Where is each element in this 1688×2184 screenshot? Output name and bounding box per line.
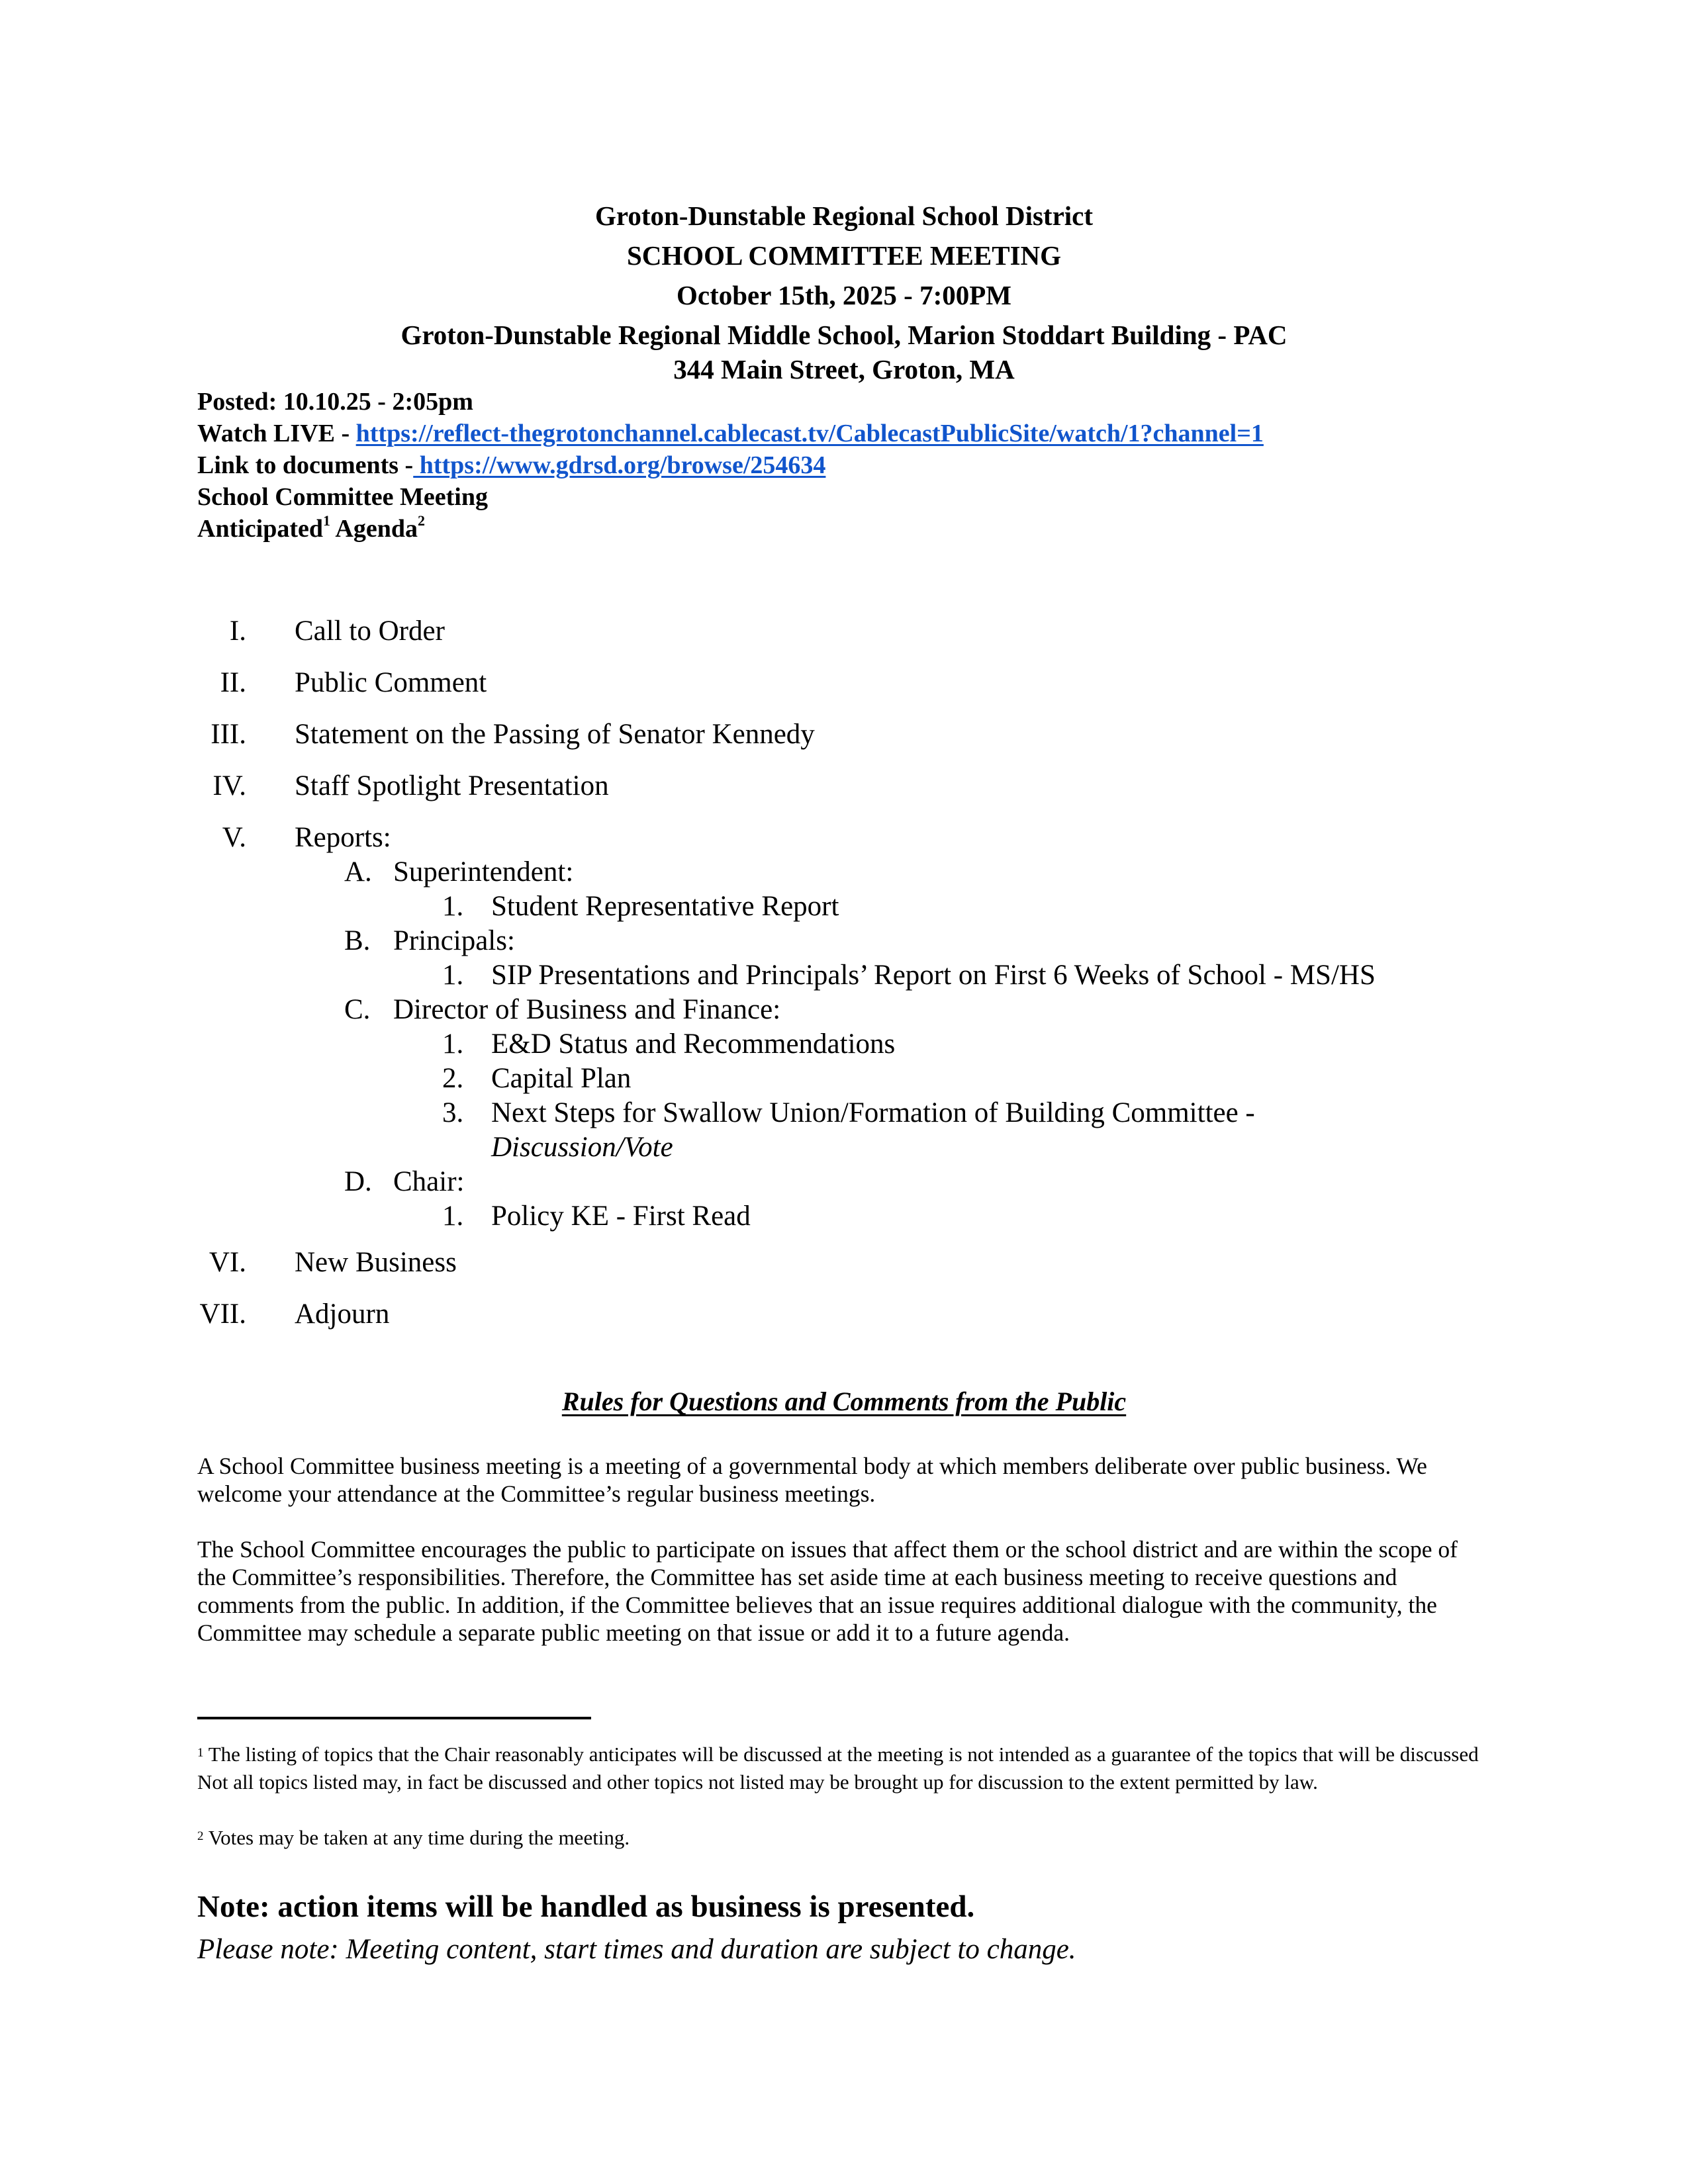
documents-label: Link to documents - <box>197 451 414 479</box>
agenda-item-3: Statement on the Passing of Senator Kennedy <box>295 719 815 750</box>
agenda-item-7: Adjourn <box>295 1298 390 1330</box>
watch-live-line <box>197 421 1264 446</box>
footnote-ref-2[interactable]: 2 <box>417 512 425 529</box>
meeting-label: School Committee Meeting <box>197 483 488 511</box>
report-subitem: SIP Presentations and Principals’ Report on First 6 Weeks of School - MS/HS <box>491 960 1376 991</box>
report-section-d: Chair: <box>393 1166 465 1197</box>
report-subitem-number: 1. <box>442 891 464 922</box>
watch-live-link[interactable]: https://reflect-thegrotonchannel.cablecast.tv/CablecastPublicSite/watch/1?channel=1 <box>355 420 1264 447</box>
report-subitem: Capital Plan <box>491 1063 632 1094</box>
district-name: Groton-Dunstable Regional School District <box>594 201 1094 231</box>
report-subitem: Student Representative Report <box>491 891 839 922</box>
schedule-change-note: Please note: Meeting content, start times and duration are subject to change. <box>197 1934 1076 1965</box>
meeting-type: SCHOOL COMMITTEE MEETING <box>626 240 1062 271</box>
agenda-item-number: II. <box>220 667 246 698</box>
report-subitem: Policy KE - First Read <box>491 1201 751 1232</box>
footnote-1-mark: 1 <box>197 1746 204 1760</box>
agenda-item-number: VI. <box>209 1247 246 1278</box>
agenda-item-number: III. <box>211 719 246 750</box>
footnote-1-text: The listing of topics that the Chair reasonably anticipates will be discussed at the meeting is not intended as a guarantee of the topics that will be discussed Not all topics listed may, in fact be discussed and other topics not listed may be brought up for discussion to the extent permitted by law. <box>197 1743 1479 1794</box>
report-letter: C. <box>344 994 371 1025</box>
posted-date: Posted: 10.10.25 - 2:05pm <box>197 388 473 416</box>
report-subitem-number: 2. <box>442 1063 464 1094</box>
report-section-a: Superintendent: <box>393 856 574 887</box>
agenda-word-agenda: Agenda <box>330 515 418 543</box>
agenda-item-number: I. <box>229 615 246 647</box>
report-letter: A. <box>344 856 372 887</box>
documents-line <box>197 453 825 478</box>
agenda-item-number: V. <box>222 822 246 853</box>
report-subitem: E&D Status and Recommendations <box>491 1028 896 1060</box>
meeting-address: 344 Main Street, Groton, MA <box>673 354 1015 385</box>
footnote-divider <box>197 1717 591 1719</box>
action-items-note: Note: action items will be handled as business is presented. <box>197 1889 975 1924</box>
report-section-b: Principals: <box>393 925 515 956</box>
agenda-word-anticipated: Anticipated <box>197 515 323 543</box>
rules-paragraph-1: A School Committee business meeting is a meeting of a governmental body at which members deliberate over public business. We welcome your attendance at the Committee’s regular business meetings. <box>197 1453 1427 1507</box>
report-subitem-number: 1. <box>442 1201 464 1232</box>
report-letter: D. <box>344 1166 372 1197</box>
report-subitem-number: 1. <box>442 1028 464 1060</box>
report-section-c: Director of Business and Finance: <box>393 994 781 1025</box>
footnote-ref-1[interactable]: 1 <box>323 512 330 529</box>
agenda-item-number: IV. <box>212 770 246 801</box>
report-subitem-number: 1. <box>442 960 464 991</box>
report-subitem-action: Discussion/Vote <box>491 1132 673 1163</box>
footnote-2-text: Votes may be taken at any time during the meeting. <box>203 1826 630 1849</box>
report-subitem: Next Steps for Swallow Union/Formation of Building Committee - <box>491 1097 1255 1128</box>
agenda-item-6: New Business <box>295 1247 457 1278</box>
agenda-item-2: Public Comment <box>295 667 487 698</box>
agenda-item-1: Call to Order <box>295 615 445 647</box>
meeting-location: Groton-Dunstable Regional Middle School, Marion Stoddart Building - PAC <box>400 320 1288 350</box>
footnote-1 <box>197 1741 1488 1796</box>
rules-heading: Rules for Questions and Comments from the Public <box>561 1387 1127 1416</box>
report-letter: B. <box>344 925 371 956</box>
meeting-date-time: October 15th, 2025 - 7:00PM <box>677 280 1011 310</box>
rules-paragraph-2: The School Committee encourages the public to participate on issues that affect them or the school district and are within the scope of the Committee’s responsibilities. Therefore, the Committee has set aside time at each business meeting to receive questions and comments from the public. In addition, if the Committee believes that an issue requires additional dialogue with the community, the Committee may schedule a separate public meeting on that issue or add it to a future agenda. <box>197 1536 1458 1646</box>
agenda-item-5: Reports: <box>295 822 391 853</box>
agenda-item-number: VII. <box>199 1298 246 1330</box>
report-subitem-number: 3. <box>442 1097 464 1128</box>
documents-link[interactable]: https://www.gdrsd.org/browse/254634 <box>413 451 826 479</box>
watch-live-label: Watch LIVE - <box>197 420 356 447</box>
footnote-2-mark: 2 <box>197 1829 204 1843</box>
footnote-2 <box>197 1824 1488 1852</box>
agenda-item-4: Staff Spotlight Presentation <box>295 770 609 801</box>
agenda-title <box>197 512 425 543</box>
